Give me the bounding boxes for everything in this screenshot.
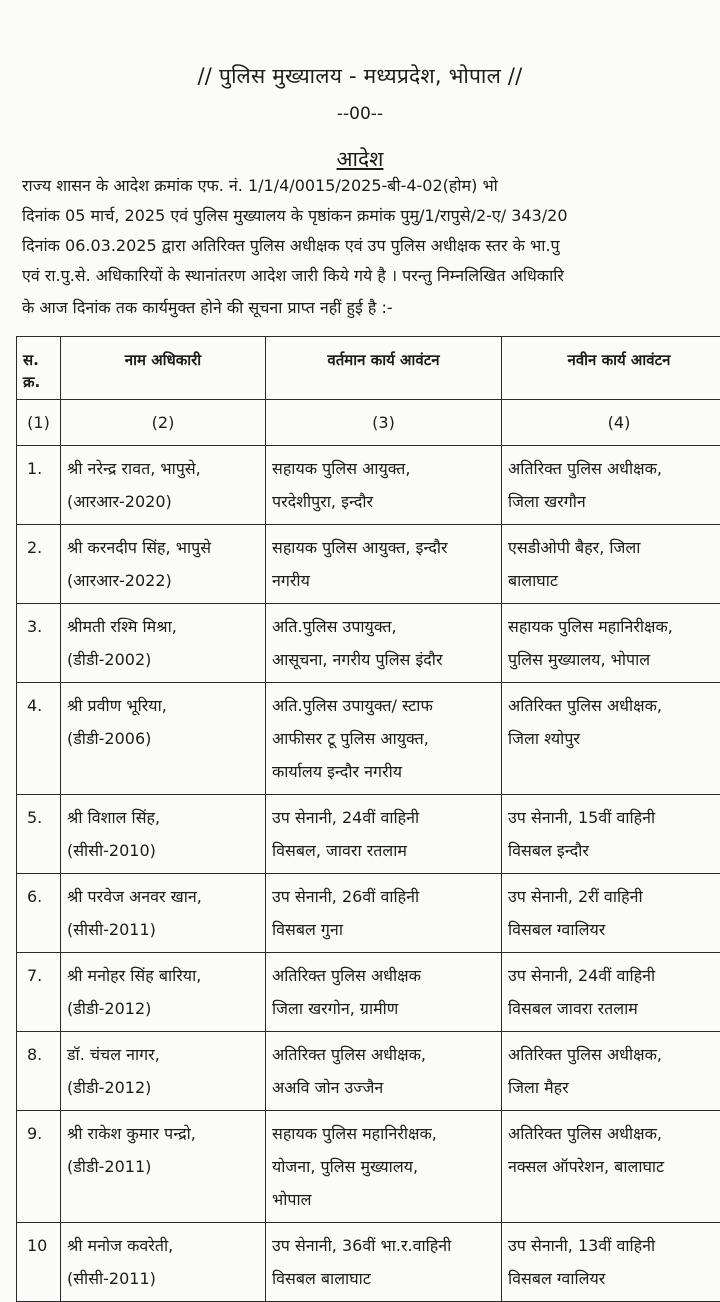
new-posting-line: जिला श्योपुर (508, 722, 720, 755)
current-posting (266, 795, 502, 874)
column-number: (3) (266, 400, 502, 446)
table-row (17, 1223, 720, 1302)
officer-name-line: (सीसी-2010) (67, 834, 259, 867)
intro-line: राज्य शासन के आदेश क्रमांक एफ. नं. 1/1/4/0015/2025-बी-4-02(होम) भो (22, 174, 498, 196)
current-posting-line: विसबल, जावरा रतलाम (272, 834, 495, 867)
table-row (17, 525, 720, 604)
new-posting-line: विसबल ग्वालियर (508, 1262, 720, 1295)
current-posting-line: अतिरिक्त पुलिस अधीक्षक (272, 959, 495, 992)
table-row (17, 953, 720, 1032)
officer-name-line: श्री विशाल सिंह, (67, 801, 259, 834)
officer-name-line: (आरआर-2022) (67, 564, 259, 597)
new-posting (502, 795, 720, 874)
officer-name-line: श्री नरेन्द्र रावत, भापुसे, (67, 452, 259, 485)
table-row (17, 1111, 720, 1223)
current-posting-line: सहायक पुलिस महानिरीक्षक, (272, 1117, 495, 1150)
current-posting-line: अति.पुलिस उपायुक्त, (272, 610, 495, 643)
new-posting (502, 1032, 720, 1111)
table-row (17, 604, 720, 683)
current-posting (266, 874, 502, 953)
officer-name (61, 604, 266, 683)
new-posting-line: विसबल ग्वालियर (508, 913, 720, 946)
table-header-row (17, 337, 720, 400)
current-posting (266, 1032, 502, 1111)
officer-name-line: श्री प्रवीण भूरिया, (67, 689, 259, 722)
new-posting-line: एसडीओपी बैहर, जिला (508, 531, 720, 564)
new-posting-line: अतिरिक्त पुलिस अधीक्षक, (508, 1038, 720, 1071)
officer-name (61, 683, 266, 795)
officer-name-line: श्रीमती रश्मि मिश्रा, (67, 610, 259, 643)
officer-name-line: (डीडी-2012) (67, 992, 259, 1025)
serial-number: 5. (17, 795, 61, 874)
current-posting-line: उप सेनानी, 26वीं वाहिनी (272, 880, 495, 913)
current-posting-line: नगरीय (272, 564, 495, 597)
officer-name (61, 795, 266, 874)
officer-name-line: (आरआर-2020) (67, 485, 259, 518)
column-number: (2) (61, 400, 266, 446)
new-posting-line: उप सेनानी, 13वीं वाहिनी (508, 1229, 720, 1262)
officer-name (61, 953, 266, 1032)
current-posting-line: उप सेनानी, 24वीं वाहिनी (272, 801, 495, 834)
officer-name-line: श्री करनदीप सिंह, भापुसे (67, 531, 259, 564)
new-posting-line: सहायक पुलिस महानिरीक्षक, (508, 610, 720, 643)
new-posting (502, 1223, 720, 1302)
new-posting-line: उप सेनानी, 2रीं वाहिनी (508, 880, 720, 913)
current-posting-line: विसबल बालाघाट (272, 1262, 495, 1295)
officer-name-line: (डीडी-2006) (67, 722, 259, 755)
officer-name (61, 525, 266, 604)
serial-number: 9. (17, 1111, 61, 1223)
current-posting (266, 1223, 502, 1302)
current-posting (266, 953, 502, 1032)
new-posting (502, 683, 720, 795)
new-posting-line: बालाघाट (508, 564, 720, 597)
current-posting-line: अति.पुलिस उपायुक्त/ स्टाफ (272, 689, 495, 722)
intro-line: एवं रा.पु.से. अधिकारियों के स्थानांतरण आदेश जारी किये गये है । परन्तु निम्नलिखित अधिकारि (22, 264, 564, 286)
officer-name-line: (सीसी-2011) (67, 913, 259, 946)
current-posting-line: परदेशीपुरा, इन्दौर (272, 485, 495, 518)
new-posting (502, 446, 720, 525)
intro-line: दिनांक 06.03.2025 द्वारा अतिरिक्त पुलिस अधीक्षक एवं उप पुलिस अधीक्षक स्तर के भा.पु (22, 234, 560, 256)
current-posting-line: योजना, पुलिस मुख्यालय, (272, 1150, 495, 1183)
table-body (17, 446, 720, 1302)
serial-number: 8. (17, 1032, 61, 1111)
serial-number: 10 (17, 1223, 61, 1302)
new-posting-line: जिला मैहर (508, 1071, 720, 1104)
current-posting (266, 604, 502, 683)
officer-name-line: श्री मनोज कवरेती, (67, 1229, 259, 1262)
new-posting-line: पुलिस मुख्यालय, भोपाल (508, 643, 720, 676)
current-posting-line: जिला खरगोन, ग्रामीण (272, 992, 495, 1025)
current-posting (266, 1111, 502, 1223)
new-posting-line: विसबल जावरा रतलाम (508, 992, 720, 1025)
current-posting-line: सहायक पुलिस आयुक्त, इन्दौर (272, 531, 495, 564)
new-posting-line: नक्सल ऑपरेशन, बालाघाट (508, 1150, 720, 1183)
transfer-table (16, 336, 720, 1302)
order-heading: आदेश (0, 145, 720, 173)
officer-name-line: श्री परवेज अनवर खान, (67, 880, 259, 913)
intro-line: के आज दिनांक तक कार्यमुक्त होने की सूचना प्राप्त नहीं हुई है :- (22, 296, 393, 318)
intro-line: दिनांक 05 मार्च, 2025 एवं पुलिस मुख्यालय के पृष्ठांकन क्रमांक पुमु/1/रापुसे/2-ए/ 343/20 (22, 204, 568, 226)
current-posting-line: उप सेनानी, 36वीं भा.र.वाहिनी (272, 1229, 495, 1262)
title-divider: --00-- (0, 104, 720, 124)
current-posting-line: भोपाल (272, 1183, 495, 1216)
column-number: (4) (502, 400, 720, 446)
new-posting-line: अतिरिक्त पुलिस अधीक्षक, (508, 1117, 720, 1150)
serial-number: 4. (17, 683, 61, 795)
current-posting-line: सहायक पुलिस आयुक्त, (272, 452, 495, 485)
current-posting-line: विसबल गुना (272, 913, 495, 946)
officer-name-line: श्री राकेश कुमार पन्द्रो, (67, 1117, 259, 1150)
officer-name (61, 446, 266, 525)
current-posting (266, 683, 502, 795)
new-posting (502, 525, 720, 604)
header-current-posting: वर्तमान कार्य आवंटन (266, 337, 502, 400)
serial-number: 3. (17, 604, 61, 683)
officer-name (61, 1032, 266, 1111)
header-new-posting: नवीन कार्य आवंटन (502, 337, 720, 400)
officer-name-line: (सीसी-2011) (67, 1262, 259, 1295)
serial-number: 2. (17, 525, 61, 604)
current-posting (266, 525, 502, 604)
new-posting (502, 874, 720, 953)
table-row (17, 1032, 720, 1111)
officer-name-line: डॉ. चंचल नागर, (67, 1038, 259, 1071)
current-posting-line: आसूचना, नगरीय पुलिस इंदौर (272, 643, 495, 676)
table-row (17, 874, 720, 953)
serial-number: 6. (17, 874, 61, 953)
table-row (17, 795, 720, 874)
new-posting (502, 953, 720, 1032)
column-number: (1) (17, 400, 61, 446)
column-number-row (17, 400, 720, 446)
officer-name (61, 874, 266, 953)
officer-name (61, 1223, 266, 1302)
officer-name-line: (डीडी-2012) (67, 1071, 259, 1104)
header-serial: स. क्र. (17, 337, 61, 400)
officer-name (61, 1111, 266, 1223)
current-posting-line: कार्यालय इन्दौर नगरीय (272, 755, 495, 788)
current-posting (266, 446, 502, 525)
new-posting-line: अतिरिक्त पुलिस अधीक्षक, (508, 689, 720, 722)
document-title: // पुलिस मुख्यालय - मध्यप्रदेश, भोपाल // (0, 62, 720, 90)
table-row (17, 446, 720, 525)
new-posting-line: उप सेनानी, 15वीं वाहिनी (508, 801, 720, 834)
officer-name-line: (डीडी-2011) (67, 1150, 259, 1183)
officer-name-line: श्री मनोहर सिंह बारिया, (67, 959, 259, 992)
new-posting-line: अतिरिक्त पुलिस अधीक्षक, (508, 452, 720, 485)
new-posting (502, 604, 720, 683)
new-posting-line: उप सेनानी, 24वीं वाहिनी (508, 959, 720, 992)
current-posting-line: अअवि जोन उज्जैन (272, 1071, 495, 1104)
officer-name-line: (डीडी-2002) (67, 643, 259, 676)
new-posting-line: जिला खरगौन (508, 485, 720, 518)
new-posting (502, 1111, 720, 1223)
current-posting-line: अतिरिक्त पुलिस अधीक्षक, (272, 1038, 495, 1071)
header-officer-name: नाम अधिकारी (61, 337, 266, 400)
table-row (17, 683, 720, 795)
serial-number: 1. (17, 446, 61, 525)
serial-number: 7. (17, 953, 61, 1032)
current-posting-line: आफीसर टू पुलिस आयुक्त, (272, 722, 495, 755)
new-posting-line: विसबल इन्दौर (508, 834, 720, 867)
